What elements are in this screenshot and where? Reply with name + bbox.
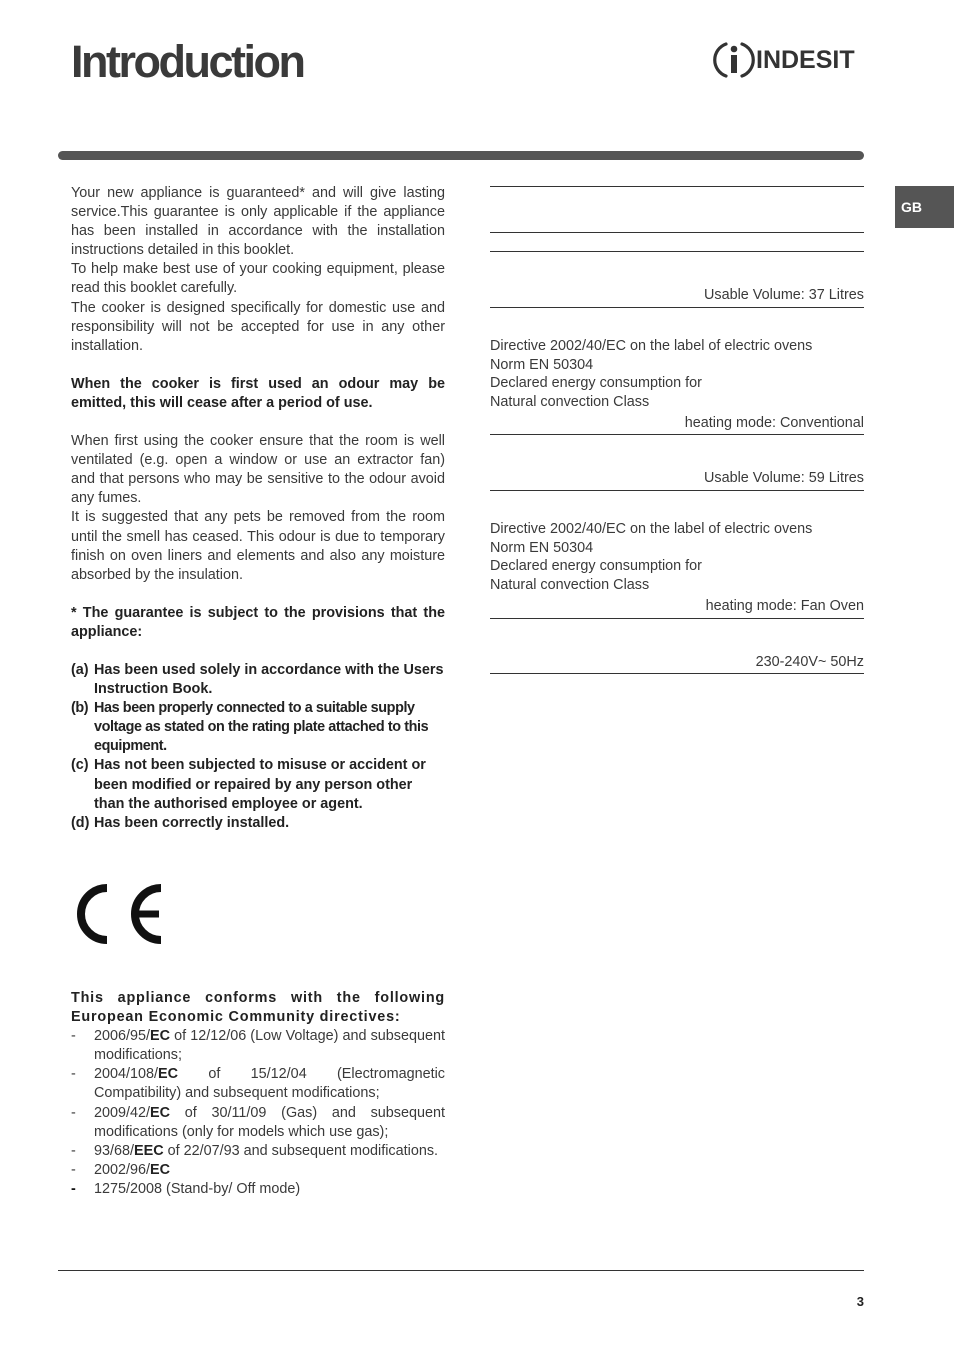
directive-item: - 2009/42/EC of 30/11/09 (Gas) and subsequent modifications (only for models which use gas); [71,1104,445,1140]
spec-rule [490,673,864,674]
directives-block [71,989,445,1199]
pets-paragraph: It is suggested that any pets be removed from the room until the smell has ceased. This odour is due to temporary finish on oven liners and elements and also any moisture absorbed by the insulation. [71,509,445,583]
ventilation-paragraph: When first using the cooker ensure that the room is well ventilated (e.g. open a window or use an extractor fan) and that persons who may be sensitive to the odour avoid any fumes. [71,433,445,507]
spec-rule [490,307,864,308]
ce-mark-icon [71,880,166,948]
guarantee-condition: (c) Has not been subjected to misuse or accident or been modified or repaired by any person other than the authorised employee or agent. [71,757,426,812]
directive-item: - 2004/108/EC of 15/12/04 (Electromagnetic Compatibility) and subsequent modifications; [71,1066,445,1102]
guarantee-condition: (a) Has been used solely in accordance with the Users Instruction Book. [71,661,444,698]
directives-heading: This appliance conforms with the following European Economic Community directives: [71,990,445,1026]
odour-warning: When the cooker is first used an odour may be emitted, this will cease after a period of use. [71,375,445,411]
intro-paragraph: To help make best use of your cooking equipment, please read this booklet carefully. [71,261,445,297]
spec-rule [490,434,864,435]
intro-paragraph: Your new appliance is guaranteed* and will give lasting service.This guarantee is only applicable if the appliance has been installed in accordance with the installation instructions detailed in this booklet. [71,185,445,259]
upper-oven-energy-label: Directive 2002/40/EC on the label of electric ovens Norm EN 50304 Declared energy consumption for Natural convection Class [490,338,813,410]
main-oven-volume: Usable Volume: 59 Litres [704,470,864,486]
guarantee-intro: * The guarantee is subject to the provisions that the appliance: [71,604,445,640]
directive-item: - 2006/95/EC of 12/12/06 (Low Voltage) and subsequent modifications; [71,1028,445,1064]
indesit-logo [712,38,864,82]
directive-item: - 1275/2008 (Stand-by/ Off mode) [71,1180,301,1197]
upper-oven-volume: Usable Volume: 37 Litres [704,287,864,303]
spec-rule [490,251,864,252]
directive-item: - 2002/96/EC [71,1161,171,1178]
supply-voltage: 230-240V~ 50Hz [755,654,864,670]
footer-rule [58,1270,864,1271]
page-title: Introduction [71,36,304,87]
intro-paragraph: The cooker is designed specifically for domestic use and responsibility will not be accepted for use in any other installation. [71,299,445,354]
spec-rule [490,232,864,233]
brand-name: INDESIT [756,46,855,74]
upper-oven-heating-mode: heating mode: Conventional [684,415,864,431]
language-tab: GB [895,186,954,228]
spec-rule [490,490,864,491]
indesit-i-icon [712,38,756,82]
page-number: 3 [856,1294,864,1309]
main-oven-energy-label: Directive 2002/40/EC on the label of electric ovens Norm EN 50304 Declared energy consumption for Natural convection Class [490,521,813,593]
header-bar [58,151,864,160]
guarantee-condition: (b) Has been properly connected to a suitable supply voltage as stated on the rating plate attached to this equipment. [71,700,429,755]
spec-rule [490,186,864,187]
intro-column [71,184,445,833]
guarantee-condition: (d) Has been correctly installed. [71,814,290,831]
spec-rule [490,618,864,619]
directive-item: - 93/68/EEC of 22/07/93 and subsequent modifications. [71,1142,439,1159]
main-oven-heating-mode: heating mode: Fan Oven [705,598,864,614]
